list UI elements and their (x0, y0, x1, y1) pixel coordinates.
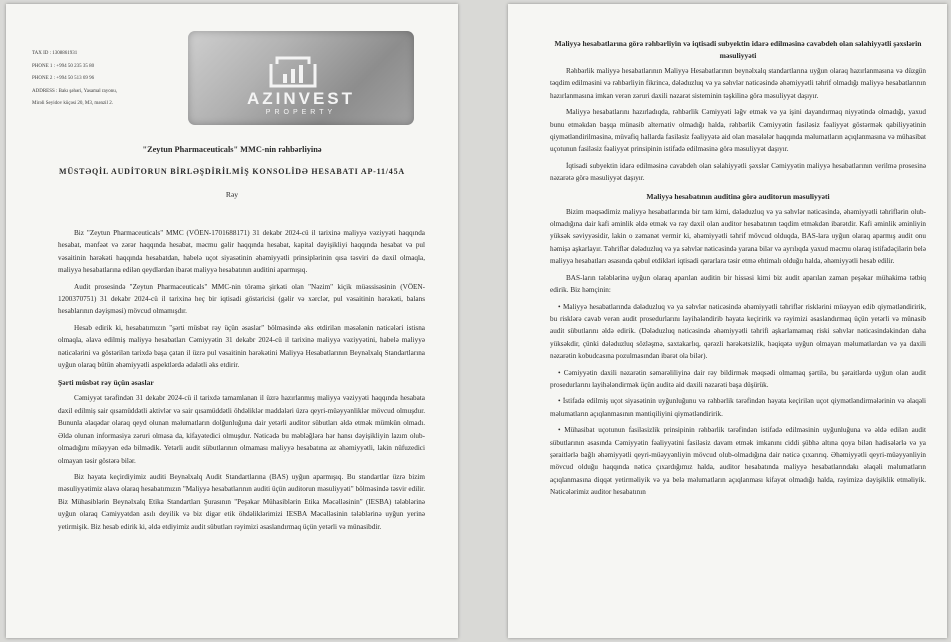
bullet-item: • İstifadə edilmiş uçot siyasətinin uyğunluğunu və rəhbərlik tərəfindən həyata keçirilən uçot qiymətləndirmələrinin və əlaqəli məlumatların açıqlanmasının məntiqiliyini qiymətləndiririk. (550, 397, 926, 418)
left-body (58, 227, 425, 537)
section-heading: Şərti müsbət rəy üçün əsaslar (58, 378, 154, 388)
phone-1: PHONE 1 : +994 50 235 35 80 (32, 63, 95, 69)
paragraph: BAS-ların tələblərinə uyğun olaraq aparılan auditin bir hissəsi kimi biz audit aparılan zaman peşəkar mühakimə tətbiq edirik. Biz həmçinin: (550, 273, 926, 295)
responsibility-heading: Maliyyə hesabatlarına görə rəhbərliyin və iqtisadi subyektin idarə edilməsinə cavabdeh olan səlahiyyətli şəxslərin məsuliyyəti (554, 39, 922, 60)
paragraph: Bizim məqsədimiz maliyyə hesabatlarında bir tam kimi, dələduzluq və ya səhvlər nəticəsində, əhəmiyyətli təhriflərin olub-olmadığına dair kafi əminlik əldə etmək və rəy daxil olan auditor hesabatının təqdim etməkdən ibarətdir. Kafi əminlik əminliyin yüksək səviyyəsidir, lakin o zəmanət vermir ki, əhəmiyyətli təhrif mövcud olduqda, BAS-lara uyğun olaraq aparmış audit onu həmişə aşkarlayır. Təhriflər dələduzluq və ya səhvlər nəticəsində yarana bilər və ayrılıqda yaxud məcmu olaraq istifadəçilərin belə maliyyə hesabatları əsasında qəbul etdikləri iqtisadi qərarlara təsir etmə ehtimalı olduğu halda, əhəmiyyətli hesab edilir. (550, 207, 926, 266)
tax-id: TAX ID : 1308861931 (32, 51, 78, 56)
paragraph: Hesab edirik ki, hesabatımızın "şərti müsbət rəy üçün əsaslar" bölməsində əks etdirilən məsələnin nəticələri istisna olmaqla, əlavə edilmiş maliyyə hesabatları Cəmiyyətin 31 dekabr 2024-cü il tarixinə maliyyə vəziyyətini, habelə maliyyə nəticələrini və göstərilən tarixdə başa çatan il üzrə pul vəsaitinin hərəkətini Maliyyə Hesabatlarının Beynəlxalq Standartlarına uyğun olaraq bütün əhəmiyyətli aspektlərdə ədalətli əks etdirir. (58, 323, 425, 370)
paragraph: İqtisadi subyektin idarə edilməsinə cavabdeh olan səlahiyyətli şəxslər Cəmiyyətin maliyyə hesabatlarının verilmə prosesinə nəzarətə görə məsuliyyət daşıyır. (550, 161, 926, 183)
bar-chart-logo-icon (263, 54, 323, 90)
logo-tagline: PROPERTY (265, 109, 337, 116)
bullet-item: • Maliyyə hesabatlarında dələduzluq və ya səhvlər nəticəsində əhəmiyyətli təhriflər risklərini müəyyən edib qiymətləndiririk, bu risklərə cavab verən audit prosedurlarını layihələndirib həyata keçiririk və rəyimizi əsaslandırmaq üçün yetərli və münasib audit sübutlarını əldə edirik. (Dələduzluq nəticəsində əhəmiyyətli təhrifi aşkarlamamaq riski səhvlər nəticəsindəkindən daha yüksəkdir, çünki dələduzluq sözləşmə, saxtakarlıq, qərəzli hərəkətsizlik, həqiqətə uyğun olmayan məlumatlardan və ya daxili nəzarətin kobudcasına pozulmasından ibarət ola bilər). (550, 302, 926, 361)
address-line-1: ADDRESS : Bakı şəhəri, Yasamal rayonu, (32, 88, 117, 94)
bullet-item: • Cəmiyyətin daxili nəzarətin səmərəliliyinə dair rəy bildirmək məqsədi olmamaq şərtilə, bu şəraitlərdə uyğun olan audit prosedurlarını layihələndirmək üçün auditə aid daxili nəzarəti başa düşürük. (550, 368, 926, 389)
paragraph: Rəhbərlik maliyyə hesabatlarının Maliyyə Hesabatlarının beynəlxalq standartlarına uyğun olaraq hazırlanmasına və düzgün təqdim edilməsini və rəhbərliyin fikrincə, dələduzluq və ya səhvlər nəticəsində əhəmiyyətli təhrif olmadığı maliyyə hesabatlarının hazırlanmasına imkan verən zəruri daxili nəzarət sisteminin təşkilinə görə məsuliyyət daşıyır. (550, 67, 926, 100)
left-page (6, 4, 458, 638)
phone-2: PHONE 2 : +994 50 513 69 96 (32, 76, 95, 81)
logo-name: AZINVEST (246, 89, 356, 108)
contact-block (32, 48, 192, 111)
addressee: "Zeytun Pharmaceuticals" MMC-nin rəhbərliyinə (142, 145, 322, 154)
opinion-heading: Rəy (225, 190, 239, 199)
paragraph: Biz "Zeytun Pharmaceuticals" MMC (VÖEN-1701688171) 31 dekabr 2024-cü il tarixinə maliyyə vəziyyəti haqqında hesabat, mənfəət və zərər haqqında hesabat, məcmu gəlir haqqında hesabat, kapital dəyişikliyi haqqında hesabat və pul vəsaitinin hərəkəti haqqında hesabatdan, habelə uçot siyasətinin əhəmiyyətli prinsiplərinin qısa təsviri də daxil olmaqla, maliyyə hesabatlarına edilən qeydlərdən ibarət maliyyə hesabatının auditini aparmışıq. (58, 229, 425, 275)
auditor-responsibility-heading: Maliyyə hesabatının auditinə görə auditorun məsuliyyəti (646, 191, 830, 201)
paragraph: Cəmiyyət tərəfindən 31 dekabr 2024-cü il tarixdə tamamlanan il üzrə hazırlanmış maliyyə vəziyyəti haqqında hesabata daxil edilmiş sair qısamüddətli aktivlər və sair qısamüddətli öhdəliklər maddələri üzrə qeyri-müəyyənliklər mövcud olmuşdur. Bununla əlaqədar olaraq qeyd olunan məlumatların dolğunluğuna dair yetərli auditor sübutları əldə etmək mümkün olmadı. Əldə olunan informasiya zəruri olmasa da, kifayətedici olmuşdur. Nəticədə bu məbləğlərə hər hansı dəyişikliyin lazım olub-olmadığını müəyyən edə bilmədik. Yetərli audit sübutlarının olmaması maliyyə hesabatına az əhəmiyyətli, lakin nüfuzedici olmayan təsir göstərə bilər. (58, 394, 425, 465)
address-line-2: Mirəli Seyidov küçəsi 20, M3, mənzil 2. (32, 101, 113, 106)
bullet-item: • Mühasibat uçotunun fasiləsizlik prinsipinin rəhbərlik tərəfindən istifadə edilməsinin uyğunluğuna və əldə edilən audit sübutlarının əsasında Cəmiyyətin fəaliyyətini fasiləsiz davam etmək imkanını ciddi şübhə altına qoya bilən hadisələrlə və ya şəraitlərlə bağlı əhəmiyyətli qeyri-müəyyənliyin mövcud olub-olmadığına dair nəticə çıxarırıq. Əhəmiyyətli qeyri-müəyyənliyin mövcud olduğu haqqında nəticə çıxardığımız halda, auditor hesabatında maliyyə hesabatlarındakı əlaqəli məlumatların açıqlanmasına diqqət yetirməliyik və ya belə məlumatların açıqlanması kifayət olmadığı halda, rəyimizə dəyişiklik etməliyik. Nəticələrimiz auditor hesabatının (550, 426, 926, 497)
right-page (508, 4, 947, 638)
paragraph: Maliyyə hesabatlarını hazırladıqda, rəhbərlik Cəmiyyəti ləğv etmək və ya işini dayandırmaq niyyətində olmadığı, yaxud bunu etməkdən başqa münasib alternativ olmadığı halda, rəhbərlik Cəmiyyətin fasiləsiz fəaliyyət göstərmək qabiliyyətinin qiymətləndirilməsinə, müvafiq hallarda fasiləsiz fəaliyyətə aid olan məsələlər haqqında məlumatların açıqlanmasına və mühasibat uçotunun fasiləsiz fəaliyyət prinsipinin istifadə edilməsinə görə məsuliyyət daşıyır. (550, 108, 926, 154)
paragraph: Biz həyata keçirdiyimiz auditi Beynəlxalq Audit Standartlarına (BAS) uyğun aparmışıq. Bu standartlar üzrə bizim məsuliyyətimiz əlavə olaraq hesabatımızın "Maliyyə hesabatlarının auditi üçün auditorun məsuliyyəti" bölməsində təsvir edilir. Biz Mühasiblərin Beynəlxalq Etika Standartları Şurasının "Peşəkar Mühasiblərin Etika Məcəlləsinin" (IESBA) tələblərinə uyğun olaraq Cəmiyyətdən asılı deyilik və biz digər etik öhdəliklərimizi IESBA Məcəlləsinin tələblərinə uyğun yerinə yetirmişik. Biz hesab edirik ki, əldə etdiyimiz audit sübutları rəyimizi əsaslandırmaq üçün yetərli və münasibdir. (58, 472, 425, 531)
report-title: MÜSTƏQİL AUDİTORUN BİRLƏŞDİRİLMİŞ KONSOLİDƏ HESABATI AP-11/45A (59, 167, 405, 176)
paragraph: Audit prosesində "Zeytun Pharmaceuticals" MMC-nin törəmə şirkəti olan "Nəzim" kiçik müəssisəsinin (VÖEN-1200370751) 31 dekabr 2024-cü il tarixinə heç bir iqtisadi göstəricisi (gəlir və xərclər, pul vəsaitinin hərəkəti, balans hesablarının dəyişməsi) mövcud olmamışdır. (58, 282, 425, 316)
company-logo (188, 31, 414, 125)
right-body (550, 32, 926, 503)
